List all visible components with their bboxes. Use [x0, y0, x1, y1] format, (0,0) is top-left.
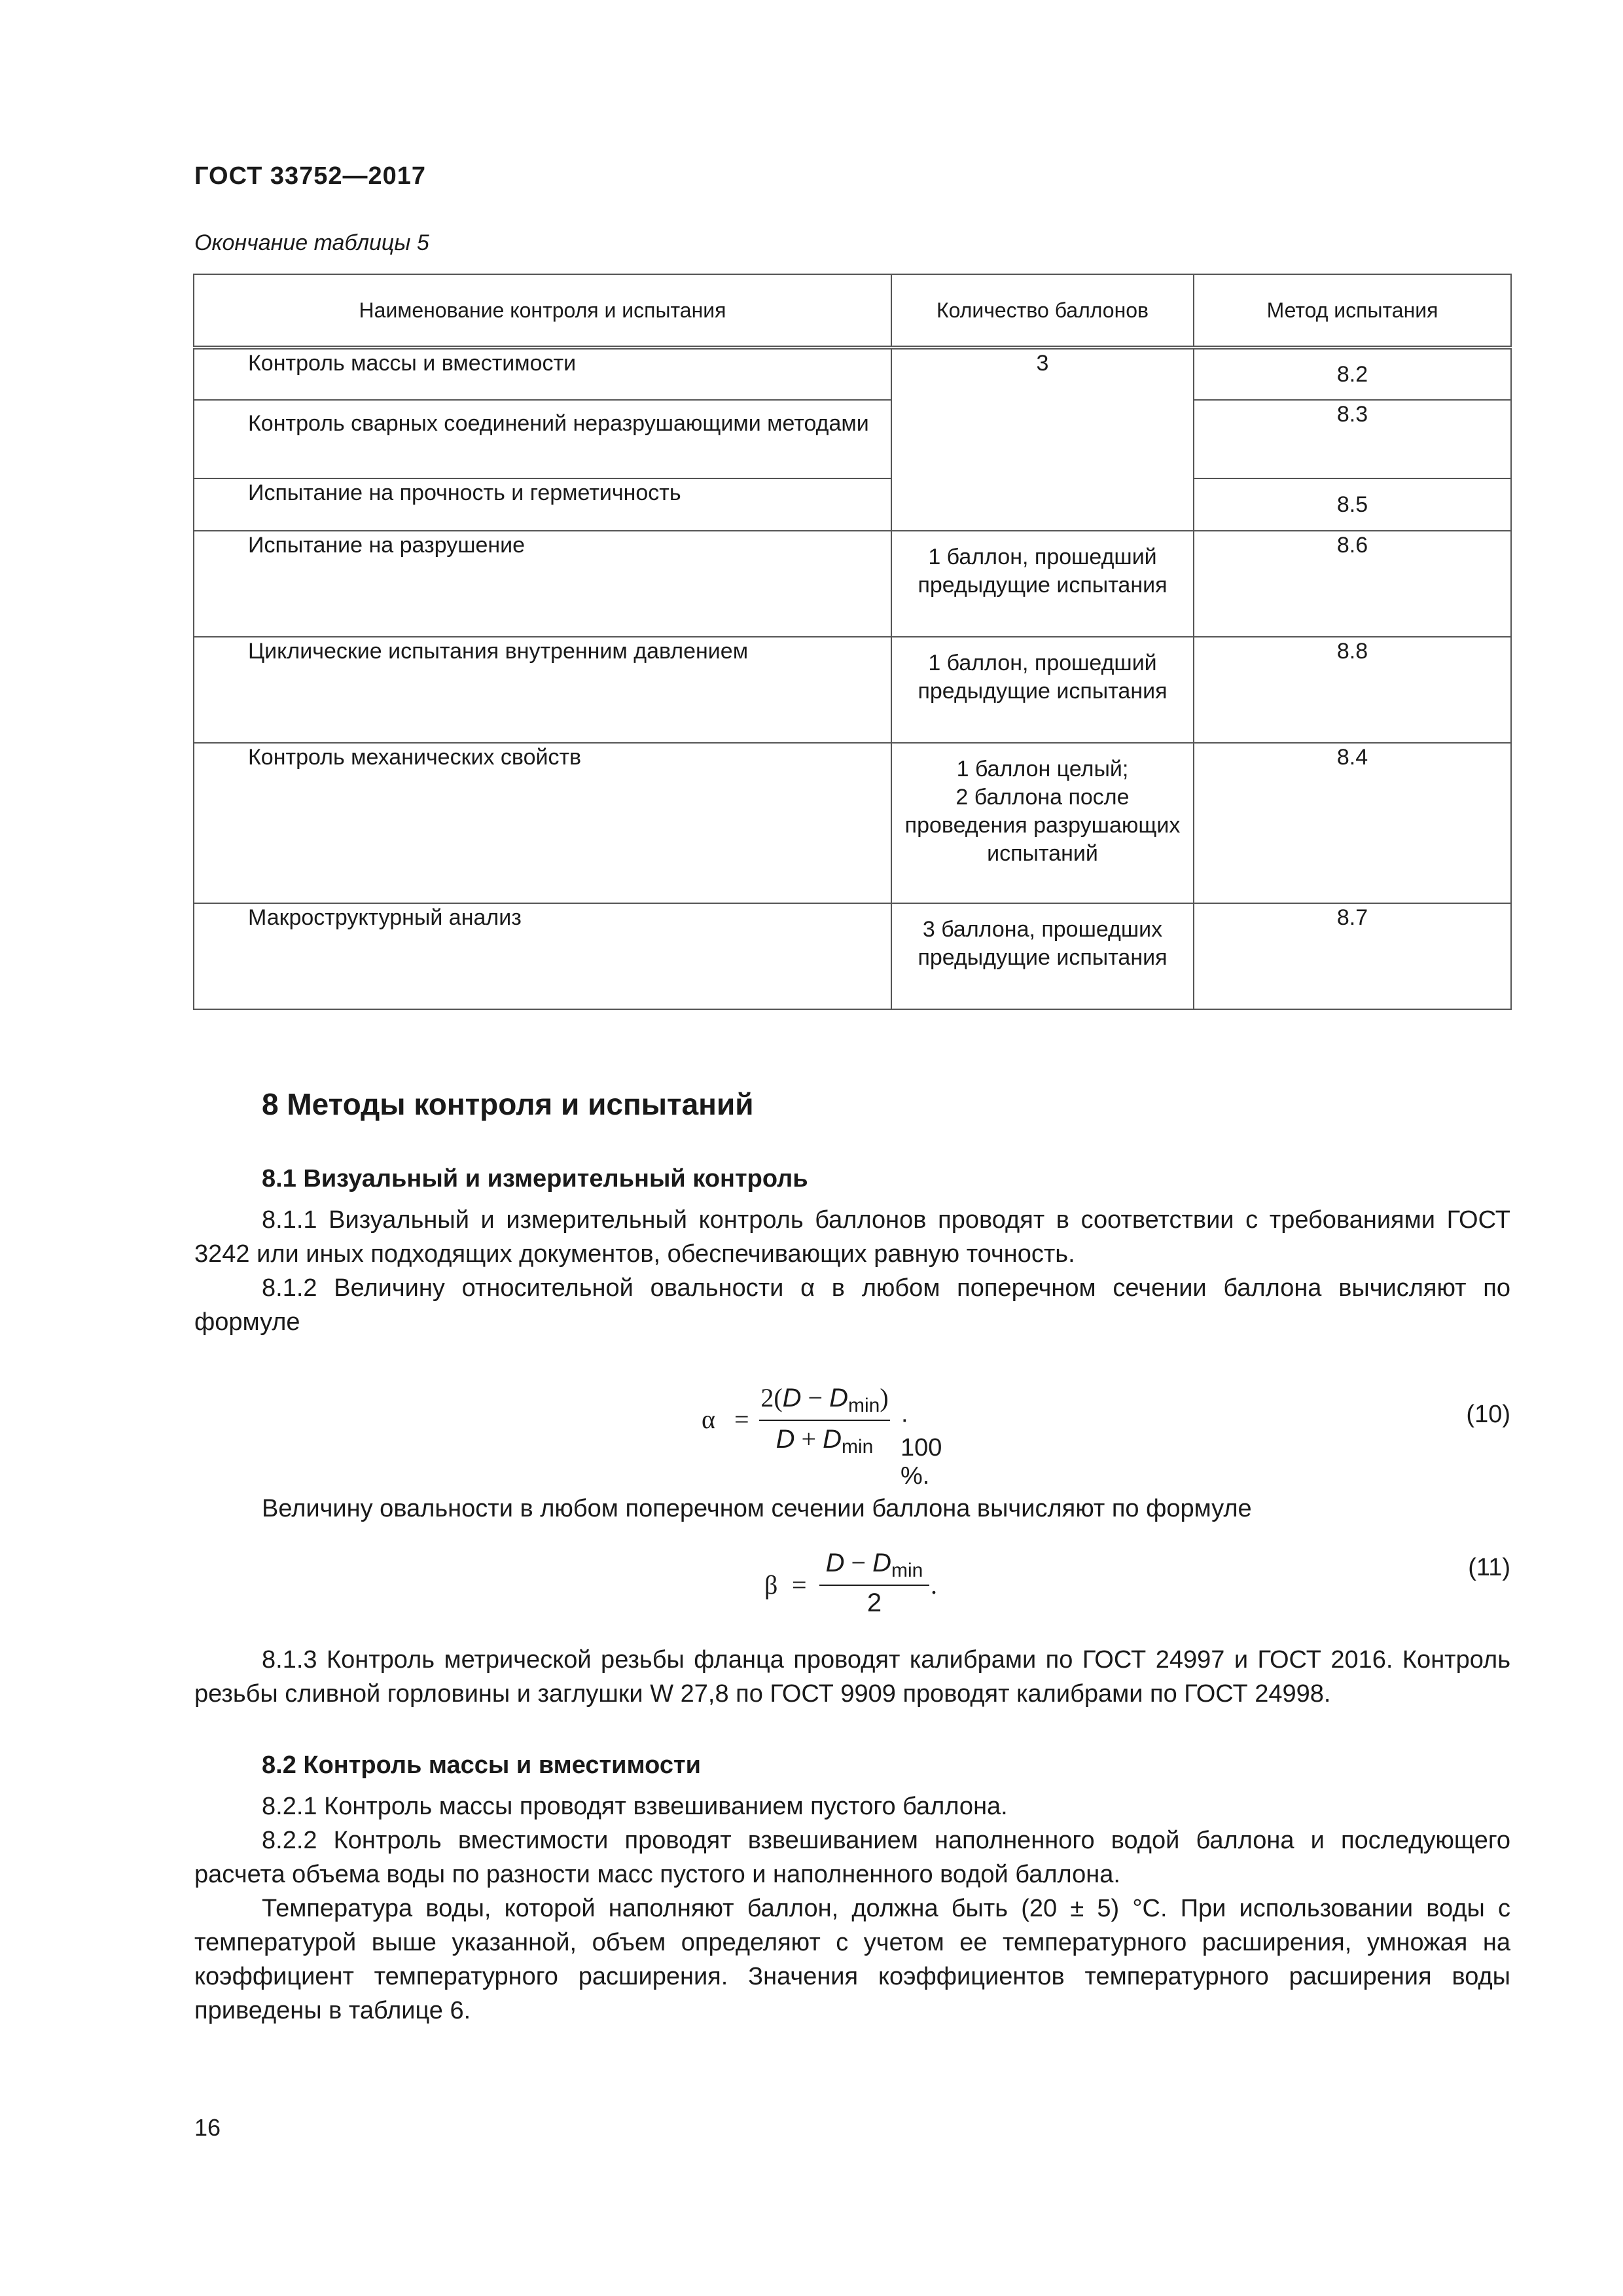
formula-10-lhs: α: [702, 1405, 715, 1434]
row-quantity: [891, 743, 1194, 903]
paragraph-ovality: Величину овальности в любом поперечном сечении баллона вычисляют по формуле: [262, 1495, 1252, 1522]
row-quantity: 1 баллон, прошедший предыдущие испытания: [891, 531, 1194, 637]
column-header-name: Наименование контроля и испытания: [194, 274, 891, 348]
formula-11-lhs: β: [764, 1570, 778, 1600]
formula-10-denominator: $D + D_{min}$: [776, 1424, 874, 1458]
table-row: [194, 743, 1511, 903]
row-quantity-merged: 3: [891, 348, 1194, 531]
paragraph-8-2-2: 8.2.2 Контроль вместимости проводят взвешиванием наполненного водой баллона и последующего расчета объема воды по разности масс пустого и наполненного водой баллона.: [194, 1827, 1510, 1888]
paragraph-8-1-1: 8.1.1 Визуальный и измерительный контроль баллонов проводят в соответствии с требованиями ГОСТ 3242 или иных подходящих документов, обеспечивающих равную точность.: [194, 1206, 1510, 1268]
standard-header: ГОСТ 33752—2017: [194, 162, 427, 190]
formula-10-number: (10): [1466, 1401, 1510, 1428]
row-name: Испытание на разрушение: [194, 531, 891, 637]
paragraph-8-1-3: 8.1.3 Контроль метрической резьбы фланца проводят калибрами по ГОСТ 24997 и ГОСТ 2016. Контроль резьбы сливной горловины и заглушки W 27,8 по ГОСТ 9909 проводят калибрами по ГОСТ 24998.: [194, 1646, 1510, 1708]
row-method: 8.7: [1194, 903, 1511, 1009]
row-name: Циклические испытания внутренним давлением: [194, 637, 891, 743]
paragraph-8-1-2: 8.1.2 Величину относительной овальности α в любом поперечном сечении баллона вычисляют по формуле: [194, 1274, 1510, 1336]
row-name: Макроструктурный анализ: [194, 903, 891, 1009]
row-name: Испытание на прочность и герметичность: [194, 478, 891, 531]
column-header-quantity: Количество баллонов: [891, 274, 1194, 348]
table-row: [194, 637, 1511, 743]
formula-11-numerator: $D - D_{min}$: [825, 1548, 923, 1581]
table-caption: Окончание таблицы 5: [194, 230, 429, 255]
table-row: [194, 531, 1511, 637]
formula-10-multiplier: · 100 %.: [901, 1406, 942, 1490]
subsection-8-2-title: 8.2 Контроль массы и вместимости: [262, 1751, 701, 1779]
table-row: [194, 400, 1511, 478]
fraction-bar: [819, 1585, 929, 1586]
table-row: [194, 903, 1511, 1009]
row-quantity: 3 баллона, прошедших предыдущие испытания: [891, 903, 1194, 1009]
formula-11-fraction: [819, 1547, 929, 1618]
table-row: [194, 478, 1511, 531]
formula-11-denominator: 2: [866, 1588, 882, 1617]
row-quantity-line: 1 баллон целый;: [956, 757, 1129, 781]
formula-10-equals: =: [734, 1405, 749, 1434]
row-name: Контроль механических свойств: [194, 743, 891, 903]
table-header-row: [194, 274, 1511, 348]
row-quantity-line: 2 баллона после проведения разрушающих испытаний: [904, 785, 1181, 866]
row-name: Контроль массы и вместимости: [194, 348, 891, 400]
table-row: [194, 348, 1511, 400]
column-header-method: Метод испытания: [1194, 274, 1511, 348]
row-quantity: 1 баллон, прошедший предыдущие испытания: [891, 637, 1194, 743]
paragraph-water-temperature: Температура воды, которой наполняют баллон, должна быть (20 ± 5) °С. При использовании воды с температурой выше указанной, объем определяют с учетом ее температурного расширения, умножая на коэффициент температурного расширения. Значения коэффициентов температурного расширения воды приведены в таблице 6.: [194, 1895, 1510, 2024]
formula-11-equals: =: [792, 1570, 807, 1600]
table-5-continuation: [193, 274, 1512, 1010]
formula-10-numerator: $2(D - D_{min})$: [760, 1383, 889, 1416]
row-method: 8.2: [1194, 348, 1511, 400]
formula-11-number: (11): [1468, 1554, 1510, 1581]
page-number: 16: [194, 2114, 221, 2141]
section-8-title: 8 Методы контроля и испытаний: [262, 1087, 754, 1121]
fraction-bar: [759, 1420, 890, 1421]
formula-11-period: .: [931, 1570, 937, 1600]
paragraph-8-2-1: 8.2.1 Контроль массы проводят взвешиванием пустого баллона.: [262, 1793, 1008, 1820]
row-method: 8.3: [1194, 400, 1511, 478]
row-name: Контроль сварных соединений неразрушающими методами: [194, 400, 891, 478]
subsection-8-1-title: 8.1 Визуальный и измерительный контроль: [262, 1165, 808, 1193]
row-method: 8.8: [1194, 637, 1511, 743]
row-method: 8.6: [1194, 531, 1511, 637]
row-method: 8.5: [1194, 478, 1511, 531]
row-method: 8.4: [1194, 743, 1511, 903]
formula-10-fraction: [759, 1382, 890, 1458]
